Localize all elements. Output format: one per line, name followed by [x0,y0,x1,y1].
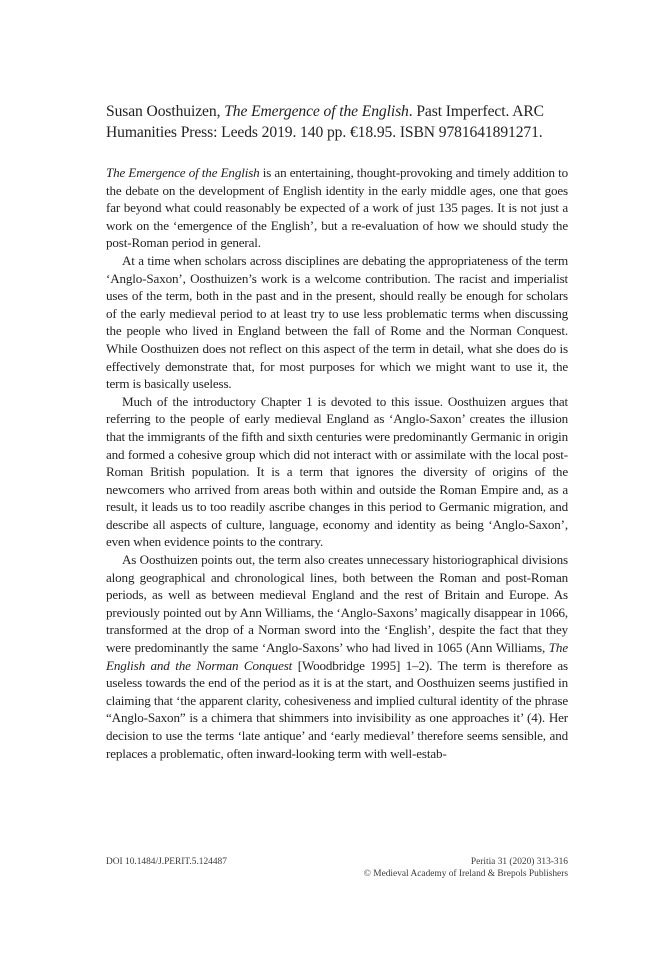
paragraph-4-text-a: As Oosthuizen points out, the term also creates unnecessary historiographical divisions along geographical and chronological lines, both between the Roman and post-Roman periods, as well as between medieval England and the rest of Britain and Europe. As previously pointed out by Ann Williams, the ‘Anglo-Saxons’ magically disappear in 1066, transformed at the drop of a Norman sword into the ‘English’, despite the fact that they were predominantly the same ‘Anglo-Saxons’ who had lived in 1065 (Ann Williams, [106,552,568,656]
footer-right [364,856,568,880]
review-body [106,164,568,762]
footer-citation: Peritia 31 (2020) 313-316 [470,857,568,867]
paragraph-3 [106,393,568,551]
review-header [106,101,568,143]
paragraph-2-text: At a time when scholars across disciplines are debating the appropriateness of the term ‘Anglo-Saxon’, Oosthuizen’s work is a welcome contribution. The racist and imperialist uses of the term, both in the past and in the present, should really be enough for scholars of the early medieval period to at least try to use less problematic terms when discussing the people who lived in England between the fall of Rome and the Norman Conquest. While Oosthuizen does not reflect on this aspect of the term in detail, what she does do is effectively demonstrate that, for most purposes for which we might want to use it, the term is basically useless. [106,252,568,392]
paragraph-4 [106,551,568,762]
header-author: Susan Oosthuizen, [106,103,225,120]
header-book-title: The Emergence of the English [224,103,409,120]
paragraph-1 [106,164,568,252]
paragraph-2 [106,252,568,393]
paragraph-1-text: is an entertaining, thought-provoking and timely addition to the debate on the development of English identity in the early middle ages, one that goes far beyond what could reasonably be expected of a work of just 135 pages. It is not just a work on the ‘emergence of the English’, but a re-evaluation of how we should study the post-Roman period in general. [106,165,568,251]
page [106,0,568,960]
paragraph-4-text-b: [Woodbridge 1995] 1–2). The term is therefore as useless towards the end of the period as it is at the start, and Oosthuizen seems justified in claiming that ‘the apparent clarity, cohesiveness and implied cultural identity of the phrase “Anglo-Saxon” is a chimera that shimmers into invisibility as one approaches it’ (4). Her decision to use the terms ‘late antique’ and ‘early medieval’ therefore seems sensible, and replaces a problematic, often inward-looking term with well-estab- [106,657,568,761]
footer-doi: DOI 10.1484/J.PERIT.5.124487 [106,857,227,867]
paragraph-1-title: The Emergence of the English [106,165,260,180]
paragraph-3-text: Much of the introductory Chapter 1 is devoted to this issue. Oosthuizen argues that referring to the people of early medieval England as ‘Anglo-Saxon’ creates the illusion that the immigrants of the fifth and sixth centuries were predominantly Germanic in origin and formed a cohesive group which did not interact with or assimilate with the local post-Roman British population. It is a term that ignores the diversity of origins of the newcomers who arrived from areas both within and outside the Roman Empire and, as a result, it leads us to too readily ascribe changes in this period to Germanic migration, and describe all aspects of culture, language, economy and identity as being ‘Anglo-Saxon’, even when evidence points to the contrary. [106,393,568,550]
paragraph-4-cited-title: The English and the Norman Conquest [106,640,568,673]
header-details: . Past Imperfect. ARC Humanities Press: Leeds 2019. 140 pp. €18.95. ISBN 9781641891271. [106,103,544,141]
footer-copyright: © Medieval Academy of Ireland & Brepols Publishers [363,869,568,879]
